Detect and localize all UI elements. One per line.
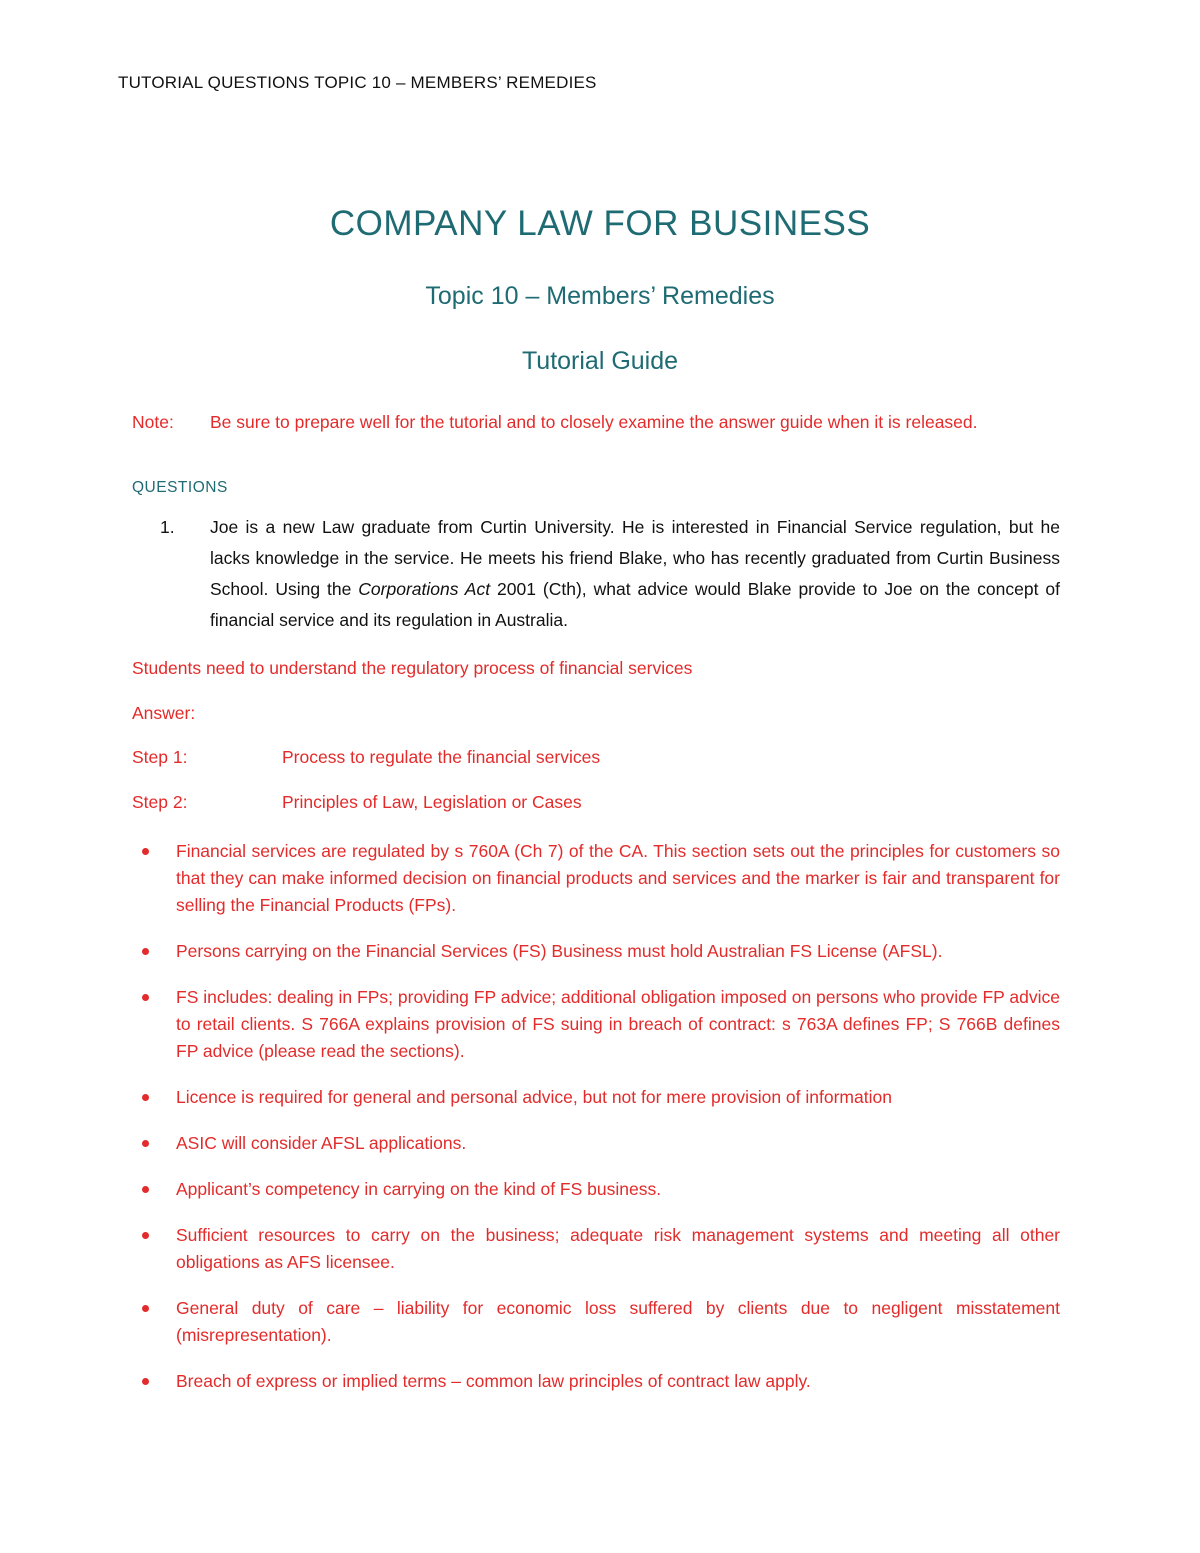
- question-text-part: 2001 (Cth), what advice would Blake provide to Joe on the concept of financial service and its regulation in Australia.: [210, 579, 1061, 630]
- list-item: [132, 838, 1060, 919]
- questions-heading: QUESTIONS: [132, 479, 228, 496]
- intro-line: Students need to understand the regulatory process of financial services: [132, 658, 693, 678]
- bullet-icon: [142, 1140, 149, 1147]
- bullet-icon: [142, 994, 149, 1001]
- list-item: [132, 984, 1060, 1065]
- question-item: [160, 512, 1060, 636]
- list-item: [132, 1295, 1060, 1349]
- question-number: 1.: [160, 517, 175, 537]
- bullet-icon: [142, 1186, 149, 1193]
- guide-subtitle: Tutorial Guide: [521, 347, 679, 375]
- note-block: [132, 409, 1060, 436]
- bullet-icon: [142, 1094, 149, 1101]
- question-text: [210, 512, 1060, 636]
- bullet-text: Breach of express or implied terms – common law principles of contract law apply.: [176, 1371, 811, 1391]
- bullet-icon: [142, 1232, 149, 1239]
- document-title: COMPANY LAW FOR BUSINESS: [329, 204, 871, 243]
- step-row: [132, 747, 600, 768]
- question-text-part: Joe is a new Law graduate from Curtin University. He is interested in Financial Service regulation, but he lacks knowledge in the service. He meets his friend Blake, who has recently graduated from Curtin Business School. Using the: [210, 517, 1060, 599]
- note-label: Note:: [132, 412, 174, 432]
- answer-bullet-list: [132, 838, 1060, 1414]
- note-text: Be sure to prepare well for the tutorial and to closely examine the answer guide when it is released.: [210, 412, 978, 432]
- step-row: [132, 792, 582, 813]
- bullet-text: FS includes: dealing in FPs; providing FP advice; additional obligation imposed on persons who provide FP advice to retail clients. S 766A explains provision of FS suing in breach of contract: s 763A defines FP; S 766B defines FP advice (please read the sections).: [176, 987, 1060, 1061]
- running-header: TUTORIAL QUESTIONS TOPIC 10 – MEMBERS’ REMEDIES: [118, 73, 597, 92]
- topic-subtitle: Topic 10 – Members’ Remedies: [425, 282, 775, 310]
- bullet-text: Persons carrying on the Financial Services (FS) Business must hold Australian FS License (AFSL).: [176, 941, 943, 961]
- list-item: [132, 1368, 1060, 1395]
- bullet-text: General duty of care – liability for economic loss suffered by clients due to negligent misstatement (misrepresentation).: [176, 1298, 1060, 1345]
- bullet-text: Applicant’s competency in carrying on the kind of FS business.: [176, 1179, 662, 1199]
- step-text: Principles of Law, Legislation or Cases: [282, 792, 582, 812]
- bullet-icon: [142, 1378, 149, 1385]
- list-item: [132, 1130, 1060, 1157]
- bullet-text: Sufficient resources to carry on the business; adequate risk management systems and meeting all other obligations as AFS licensee.: [176, 1225, 1060, 1272]
- list-item: [132, 1084, 1060, 1111]
- bullet-icon: [142, 1305, 149, 1312]
- bullet-text: Financial services are regulated by s 760A (Ch 7) of the CA. This section sets out the principles for customers so that they can make informed decision on financial products and services and the marker is fair and transparent for selling the Financial Products (FPs).: [176, 841, 1060, 915]
- step-label: Step 1:: [132, 747, 188, 767]
- list-item: [132, 1222, 1060, 1276]
- bullet-icon: [142, 948, 149, 955]
- bullet-text: Licence is required for general and personal advice, but not for mere provision of information: [176, 1087, 892, 1107]
- step-text: Process to regulate the financial services: [282, 747, 601, 767]
- list-item: [132, 938, 1060, 965]
- bullet-icon: [142, 848, 149, 855]
- step-label: Step 2:: [132, 792, 188, 812]
- list-item: [132, 1176, 1060, 1203]
- bullet-text: ASIC will consider AFSL applications.: [176, 1133, 467, 1153]
- act-title: Corporations Act: [358, 579, 491, 599]
- answer-label: Answer:: [132, 703, 196, 723]
